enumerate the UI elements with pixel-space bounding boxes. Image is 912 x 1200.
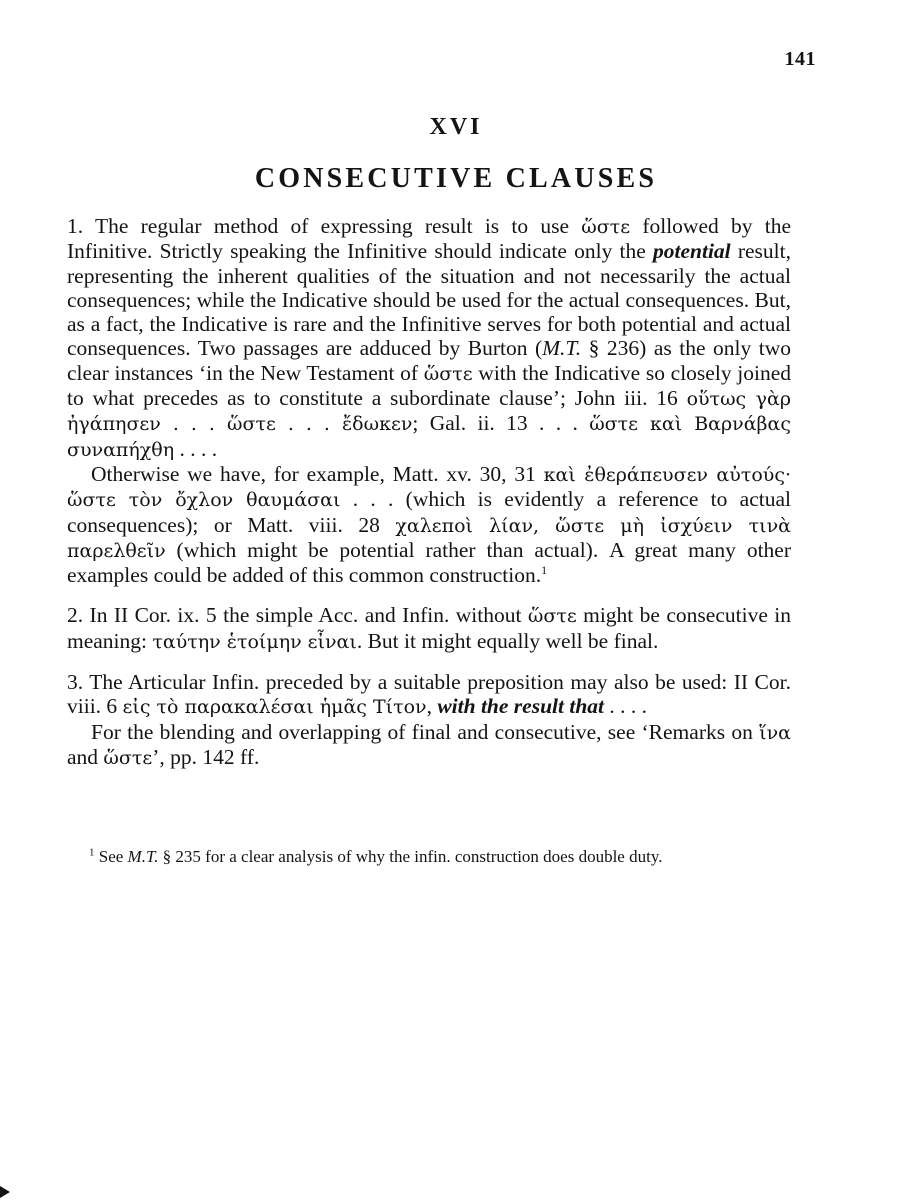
greek-text: ἵνα xyxy=(759,721,791,744)
text-run: with the result that xyxy=(437,694,605,719)
footnote-marker: 1 xyxy=(89,846,95,859)
greek-text: ὥστε xyxy=(581,216,631,238)
text-run: 1. The regular method of expressing result is to use xyxy=(67,214,582,238)
text-run: . . . . xyxy=(604,694,648,719)
text-run: . But it might equally well be final. xyxy=(356,628,659,653)
text-run: § 236) as the only two clear instances ‘in the New Testament of xyxy=(67,336,792,385)
text-run: Otherwise we have, for example, Matt. xv. 30, 31 xyxy=(91,461,544,486)
footnote xyxy=(67,846,791,867)
text-run: . . . (which is evidently a reference to actual consequences); or Matt. viii. 28 xyxy=(67,487,791,537)
paragraph-3-1 xyxy=(67,670,791,720)
text-run: result, representing the inherent qualities of the situation and not necessarily the actual consequences; while the Indicative should be used for the actual consequences. But, as a fact, the Indicative is rare and the Infinitive serves for both potential and actual consequences. Two passages are adduced by Burton ( xyxy=(67,239,791,361)
chapter-title: CONSECUTIVE CLAUSES xyxy=(254,163,658,194)
footnote-reference: M.T. xyxy=(127,847,159,866)
greek-text: ταύτην ἑτοίμην εἶναι xyxy=(152,630,357,653)
paragraph-1-2 xyxy=(67,462,791,587)
text-run: , xyxy=(426,694,438,719)
greek-text: ὥστε xyxy=(423,362,473,385)
text-run: (which might be potential rather than actual). A great many other examples could be added of this common construction. xyxy=(67,537,791,588)
greek-text: εἰς τὸ παρακαλέσαι ἡμᾶς Τίτον xyxy=(122,696,427,719)
text-run: 2. In II Cor. ix. 5 the simple Acc. and Infin. without xyxy=(67,603,528,628)
text-run: might be consecutive in meaning: xyxy=(67,603,791,653)
text-run: potential xyxy=(653,239,731,264)
scan-corner-mark xyxy=(0,1186,10,1198)
footnote-text-after: § 235 for a clear analysis of why the infin. construction does double duty. xyxy=(158,847,663,866)
text-run: ; Gal. ii. 13 . . . xyxy=(412,411,590,436)
page-number: 141 xyxy=(784,48,816,70)
greek-text: ὥστε καὶ Βαρνάβας συναπήχθη xyxy=(67,413,791,461)
text-run: M.T. xyxy=(542,336,582,361)
greek-text: ὥστε xyxy=(103,746,153,769)
text-run: followed by the Infinitive. Strictly speaking the Infinitive should indicate only the xyxy=(67,214,791,264)
body-text xyxy=(67,214,791,770)
text-run: with the Indicative so closely joined to what precedes as to constitute a subordinate clause’; John iii. 16 xyxy=(67,360,792,411)
paragraph-2-1 xyxy=(67,603,791,654)
greek-text: οὕτως γὰρ ἠγάπησεν . . . ὥστε . . . ἔδωκεν xyxy=(67,388,792,436)
text-run: and xyxy=(67,744,104,769)
text-run: ’, pp. 142 ff. xyxy=(152,744,260,769)
footnote-text-before: See xyxy=(94,847,128,866)
chapter-number: XVI xyxy=(429,114,483,140)
greek-text: καὶ ἐθεράπευσεν αὐτούς· ὥστε τὸν ὄχλον θαυμάσαι xyxy=(67,463,791,512)
paragraph-1-1 xyxy=(67,214,791,462)
footnote-ref-marker: 1 xyxy=(541,563,548,577)
text-run: 3. The Articular Infin. preceded by a suitable preposition may also be used: II Cor. viii. 6 xyxy=(67,670,791,719)
paragraph-3-2 xyxy=(67,720,791,771)
greek-text: χαλεποὶ λίαν, ὥστε μὴ ἰσχύειν τινὰ παρελθεῖν xyxy=(67,514,791,562)
text-run: For the blending and overlapping of final and consecutive, see ‘Remarks on xyxy=(91,719,760,744)
text-run: . . . . xyxy=(174,436,218,461)
greek-text: ὥστε xyxy=(527,605,577,628)
